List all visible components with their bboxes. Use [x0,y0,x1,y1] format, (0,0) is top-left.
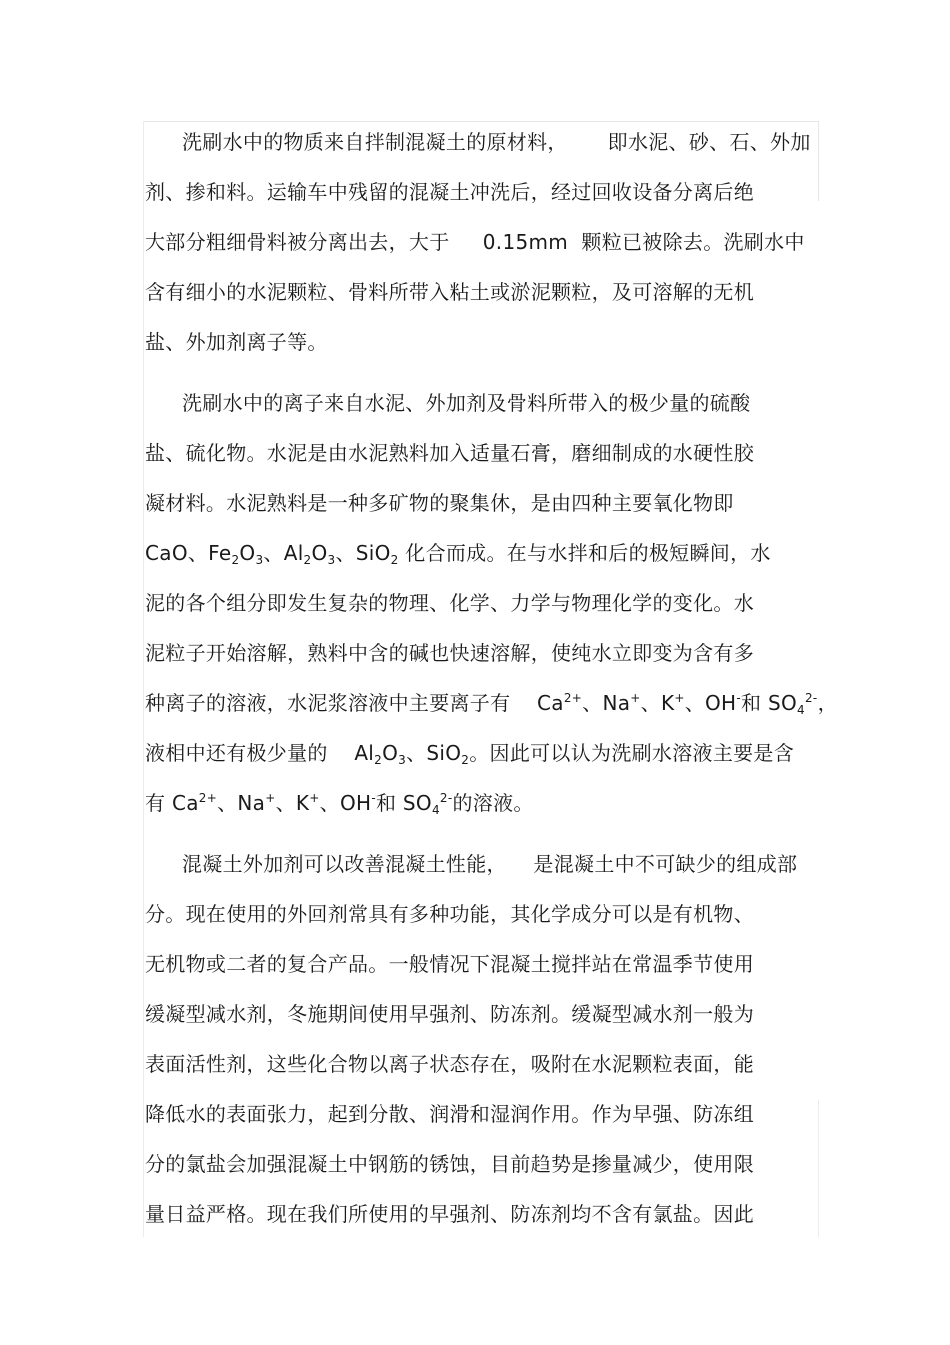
liquid-sio: 、SiO [406,741,462,765]
final-ca-superscript: 2+ [198,791,218,805]
final-so-subscript: 4 [431,803,440,817]
liquid-pre: 液相中还有极少量的 Al [145,741,375,765]
paragraph-3-line-4: 缓凝型减水剂，冬施期间使用早强剂、防冻剂。缓凝型减水剂一般为 [145,1002,754,1026]
paragraph-2-line-6: 泥粒子开始溶解，熟料中含的碱也快速溶解，使纯水立即变为含有多 [145,641,754,665]
final-na: 、Na [217,791,266,815]
paragraph-1-line-5: 盐、外加剂离子等。 [145,330,328,354]
page-frame-left [143,121,144,1237]
paragraph-3-line-2: 分。现在使用的外回剂常具有多种功能，其化学成分可以是有机物、 [145,902,754,926]
final-end: 的溶液。 [452,791,534,815]
final-oh-superscript: - [371,791,376,805]
page-frame-right-bottom [818,1100,819,1237]
formula-al: 、Al [263,541,304,565]
formula-sio-subscript: 2 [390,553,399,567]
ion-oh-superscript: - [736,691,742,705]
paragraph-2-ion-line [145,690,838,716]
formula-al-o-subscript: 3 [327,553,336,567]
liquid-al-subscript: 2 [374,753,383,767]
ion-na: 、Na [582,691,631,715]
paragraph-2-line-2: 盐、硫化物。水泥是由水泥熟料加入适量石膏，磨细制成的水硬性胶 [145,441,754,465]
paragraph-2-formula-line [145,540,771,566]
final-pre: 有 Ca [145,791,199,815]
paragraph-2-line-3: 凝材料。水泥熟料是一种多矿物的聚集休，是由四种主要氧化物即 [145,491,734,515]
final-k: 、K [275,791,310,815]
paragraph-2-line-1: 洗刷水中的离子来自水泥、外加剂及骨料所带入的极少量的硫酸 [182,391,751,415]
ion-k-superscript: + [674,691,685,705]
ion-k: 、K [640,691,675,715]
formula-o-subscript: 3 [255,553,264,567]
liquid-o: O [382,741,399,765]
paragraph-2-liquid-line [145,740,794,766]
liquid-o-subscript: 3 [398,753,407,767]
paragraph-2-final-line [145,790,534,816]
final-and-so: 和 SO [375,791,432,815]
paragraph-1-line-2: 剂、掺和料。运输车中残留的混凝土冲洗后，经过回收设备分离后绝 [145,180,754,204]
liquid-sio-subscript: 2 [461,753,470,767]
ion-pre: 种离子的溶液，水泥浆溶液中主要离子有 Ca [145,691,564,715]
ion-ca-superscript: 2+ [563,691,583,705]
formula-fe-subscript: 2 [231,553,240,567]
paragraph-3-line-1: 混凝土外加剂可以改善混凝土性能， 是混凝土中不可缺少的组成部 [182,852,798,876]
ion-so-subscript: 4 [797,703,805,717]
paragraph-1-line-3: 大部分粗细骨料被分离出去，大于 0.15mm 颗粒已被除去。洗刷水中 [145,230,805,254]
liquid-rest: 。因此可以认为洗刷水溶液主要是含 [469,741,795,765]
final-k-superscript: + [309,791,320,805]
page-frame-right [818,121,819,201]
final-so-superscript: 2- [439,791,453,805]
ion-end: ， [817,691,838,715]
paragraph-2-line-5: 泥的各个组分即发生复杂的物理、化学、力学与物理化学的变化。水 [145,591,754,615]
formula-o: O [239,541,256,565]
paragraph-1-line-4: 含有细小的水泥颗粒、骨料所带入粘土或淤泥颗粒，及可溶解的无机 [145,280,754,304]
paragraph-3-line-8: 量日益严格。现在我们所使用的早强剂、防冻剂均不含有氯盐。因此 [145,1202,754,1226]
ion-na-superscript: + [630,691,641,705]
paragraph-3-line-3: 无机物或二者的复合产品。一般情况下混凝土搅拌站在常温季节使用 [145,952,754,976]
final-na-superscript: + [265,791,276,805]
formula-cao-fe: CaO、Fe [145,541,232,565]
formula-al-subscript: 2 [303,553,312,567]
paragraph-3-line-6: 降低水的表面张力，起到分散、润滑和湿润作用。作为早强、防冻组 [145,1102,754,1126]
paragraph-3-line-7: 分的氯盐会加强混凝土中钢筋的锈蚀，目前趋势是掺量减少，使用限 [145,1152,754,1176]
formula-rest: 化合而成。在与水拌和后的极短瞬间，水 [398,541,771,565]
final-oh: 、OH [319,791,372,815]
formula-sio: 、SiO [335,541,391,565]
ion-so-superscript: 2- [804,691,818,705]
ion-oh: 、OH [684,691,737,715]
page-frame-top [143,121,818,122]
paragraph-3-line-5: 表面活性剂，这些化合物以离子状态存在，吸附在水泥颗粒表面，能 [145,1052,754,1076]
ion-and-so: 和 SO [741,691,798,715]
formula-al-o: O [311,541,328,565]
paragraph-1-line-1: 洗刷水中的物质来自拌制混凝土的原材料， 即水泥、砂、石、外加 [182,130,811,154]
